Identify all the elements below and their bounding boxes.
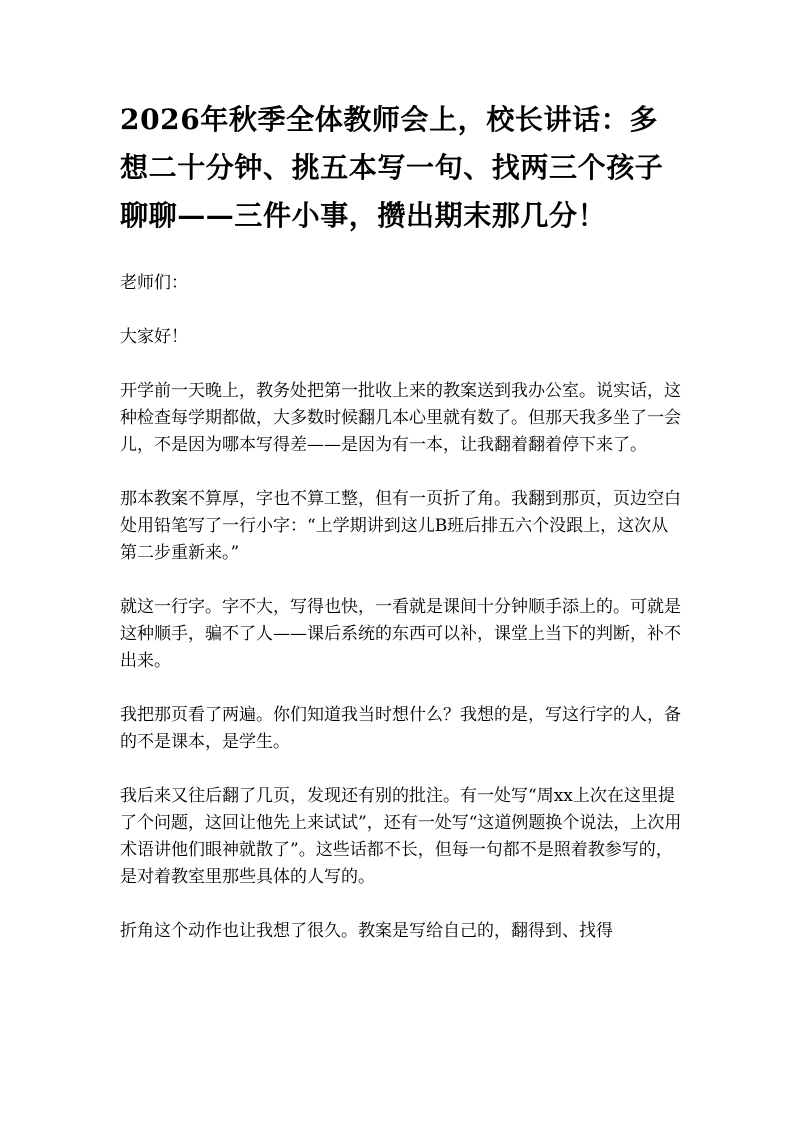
greeting: 大家好！ (120, 327, 188, 347)
document-title: 2026年秋季全体教师会上，校长讲话：多想二十分钟、挑五本写一句、找两三个孩子聊聊——三件小事，攒出期末那几分！ (120, 103, 664, 232)
paragraph: 那本教案不算厚，字也不算工整，但有一页折了角。我翻到那页，页边空白处用铅笔写了一行小字：“上学期讲到这儿B班后排五六个没跟上，这次从第二步重新来。” (120, 489, 681, 563)
paragraph: 我后来又往后翻了几页，发现还有别的批注。有一处写“周xx上次在这里提了个问题，这回让他先上来试试”，还有一处写“这道例题换个说法，上次用术语讲他们眼神就散了”。这些话都不长，但每一句都不是照着教参写的，是对着教室里那些具体的人写的。 (120, 786, 682, 887)
document-body (120, 270, 682, 972)
salutation: 老师们： (120, 273, 188, 293)
paragraph: 折角这个动作也让我想了很久。教案是写给自己的，翻得到、找得 (120, 921, 613, 941)
paragraph: 就这一行字。字不大，写得也快，一看就是课间十分钟顺手添上的。可就是这种顺手，骗不了人——课后系统的东西可以补，课堂上当下的判断，补不出来。 (120, 597, 681, 671)
paragraph: 我把那页看了两遍。你们知道我当时想什么？我想的是，写这行字的人，备的不是课本，是学生。 (120, 705, 681, 752)
paragraph: 开学前一天晚上，教务处把第一批收上来的教案送到我办公室。说实话，这种检查每学期都做，大多数时候翻几本心里就有数了。但那天我多坐了一会儿，不是因为哪本写得差——是因为有一本，让我翻着翻着停下来了。 (120, 381, 681, 455)
